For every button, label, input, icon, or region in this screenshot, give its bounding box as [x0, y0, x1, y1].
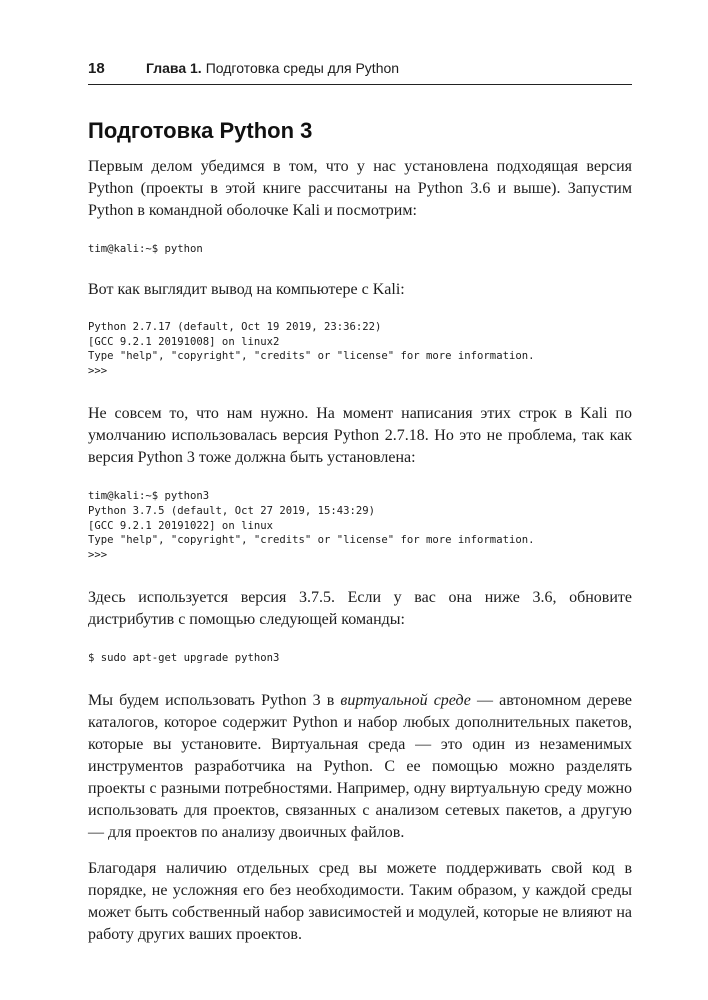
chapter-title: Подготовка среды для Python — [205, 60, 400, 76]
virtual-env-text-before: Мы будем использовать Python 3 в — [88, 691, 341, 709]
paragraph-version-note: Не совсем то, что нам нужно. На момент написания этих строк в Kali по умолчанию использовалась версия Python 2.7.18. Но это не проблема, так как версия Python 3 тоже должна быть установлена: — [88, 404, 632, 466]
code-block-python-command: tim@kali:~$ python — [88, 243, 203, 255]
paragraph-separate-envs: Благодаря наличию отдельных сред вы можете поддерживать свой код в порядке, не усложняя его без необходимости. Таким образом, у каждой среды может быть собственный набор зависимостей и модулей, которые не влияют на работу других ваших проектов. — [88, 859, 632, 943]
virtual-env-text-after: — автономном дереве каталогов, которое содержит Python и набор любых дополнительных пакетов, которые вы установите. Виртуальная среда — это один из незаменимых инструментов разработчика на Python. С ее помощью можно разделять проекты с разными потребностями. Например, одну виртуальную среду можно использовать для проектов, связанных с анализом сетевых пакетов, а другую — для проектов по анализу двоичных файлов. — [88, 691, 633, 841]
paragraph-upgrade-note: Здесь используется версия 3.7.5. Если у вас она ниже 3.6, обновите дистрибутив с помощью следующей команды: — [88, 588, 632, 628]
virtual-env-emphasis: виртуальной среде — [340, 691, 471, 709]
code-block-python2-output: Python 2.7.17 (default, Oct 19 2019, 23:36:22) [GCC 9.2.1 20191008] on linux2 Type "help", "copyright", "credits" or "license" for more information. >>> — [88, 320, 535, 378]
code-block-python3-output: tim@kali:~$ python3 Python 3.7.5 (default, Oct 27 2019, 15:43:29) [GCC 9.2.1 20191022] on linux Type "help", "copyright", "credits" or "license" for more information. >>> — [88, 489, 535, 562]
paragraph-virtual-env — [88, 690, 632, 844]
page-body — [88, 118, 632, 946]
running-header — [88, 60, 632, 85]
paragraph-intro: Первым делом убедимся в том, что у нас установлена подходящая версия Python (проекты в этой книге рассчитаны на Python 3.6 и выше). Запустим Python в командной оболочке Kali и посмотрим: — [88, 158, 632, 219]
code-block-upgrade-command: $ sudo apt-get upgrade python3 — [88, 651, 280, 664]
section-title: Подготовка Python 3 — [88, 118, 313, 143]
page-number: 18 — [88, 60, 105, 77]
chapter-label: Глава 1. — [146, 60, 202, 76]
paragraph-output-intro: Вот как выглядит вывод на компьютере с Kali: — [88, 280, 405, 298]
